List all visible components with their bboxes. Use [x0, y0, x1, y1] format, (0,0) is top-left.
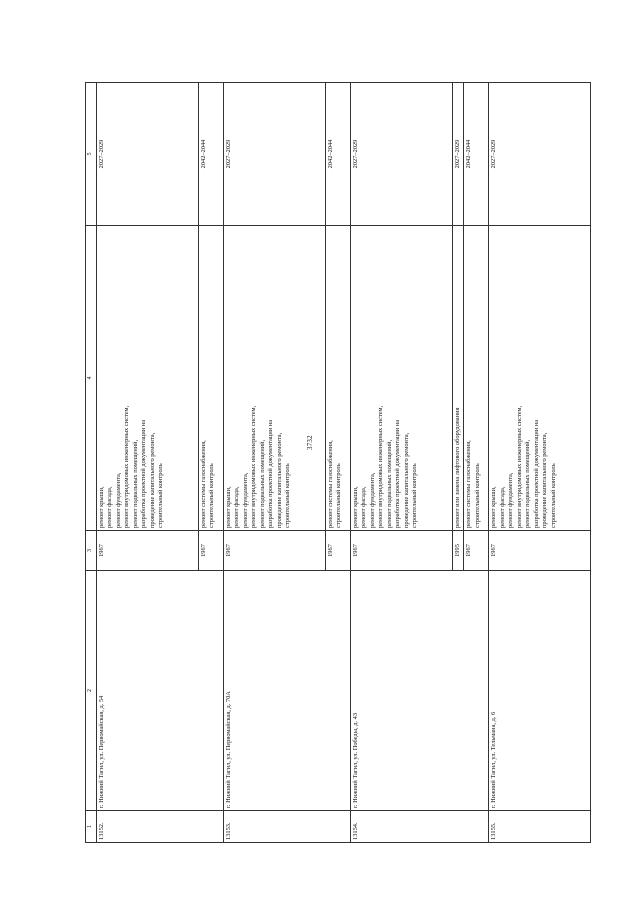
building-address: г. Нижний Тагил, ул. Первомайская, д. 54 — [96, 571, 223, 811]
work-item: ремонт внутридомовых инженерных систем, — [515, 405, 523, 528]
work-item: ремонт подвальных помещений, — [131, 439, 139, 528]
works-list — [325, 226, 350, 531]
col-header-3: 3 — [86, 531, 97, 571]
table-row — [350, 83, 452, 843]
work-item: ремонт системы газоснабжения, — [465, 440, 473, 528]
work-item: ремонт крыши, — [351, 486, 359, 528]
table-row — [489, 83, 591, 843]
work-item: ремонт крыши, — [97, 486, 105, 528]
work-item: ремонт внутридомовых инженерных систем, — [123, 405, 131, 528]
work-item: проведение капитального ремонта, — [275, 432, 283, 528]
repair-schedule-table — [85, 82, 591, 843]
repair-period: 2027–2029 — [452, 83, 463, 226]
row-number: 13154. — [350, 811, 488, 843]
work-item: ремонт фасада, — [106, 486, 114, 528]
building-address: г. Нижний Тагил, ул. Победы, д. 43 — [350, 571, 488, 811]
work-item: ремонт подвальных помещений, — [524, 439, 532, 528]
repair-period: 2027–2029 — [96, 83, 198, 226]
column-number-header — [86, 83, 97, 843]
works-list — [452, 226, 463, 531]
col-header-2: 2 — [86, 571, 97, 811]
table-body — [96, 83, 590, 843]
work-item: строительный контроль — [411, 463, 419, 528]
year-value: 1967 — [223, 531, 325, 571]
works-list — [223, 226, 325, 531]
work-item: ремонт фундамента, — [114, 472, 122, 528]
table-row — [96, 83, 198, 843]
work-item: ремонт фасада, — [498, 486, 506, 528]
work-item: разработка проектной документации на — [140, 419, 148, 528]
year-value: 1967 — [489, 531, 591, 571]
work-item: строительный контроль — [157, 463, 165, 528]
work-item: строительный контроль — [549, 463, 557, 528]
work-item: ремонт фундамента, — [368, 472, 376, 528]
repair-period: 2027–2029 — [350, 83, 452, 226]
work-item: ремонт крыши, — [490, 486, 498, 528]
work-item: ремонт внутридомовых инженерных систем, — [250, 405, 258, 528]
rotated-table-wrapper — [85, 83, 589, 843]
work-item: разработка проектной документации на — [532, 419, 540, 528]
work-item: ремонт системы газоснабжения, — [326, 440, 334, 528]
work-item: строительный контроль — [208, 463, 216, 528]
works-list — [350, 226, 452, 531]
page-number: 3732 — [306, 435, 314, 450]
work-item: проведение капитального ремонта, — [541, 432, 549, 528]
work-item: ремонт или замена лифтового оборудования — [453, 407, 461, 528]
work-item: строительный контроль — [284, 463, 292, 528]
work-item: ремонт фундамента, — [241, 472, 249, 528]
row-number: 13153. — [223, 811, 350, 843]
repair-period: 2027–2029 — [489, 83, 591, 226]
year-value: 1967 — [464, 531, 489, 571]
year-value: 1967 — [325, 531, 350, 571]
works-list — [464, 226, 489, 531]
work-item: проведение капитального ремонта, — [148, 432, 156, 528]
work-item: ремонт подвальных помещений, — [258, 439, 266, 528]
col-header-1: 1 — [86, 811, 97, 843]
building-address: г. Нижний Тагил, ул. Первомайская, д. 70А — [223, 571, 350, 811]
works-list — [198, 226, 223, 531]
col-header-5: 5 — [86, 83, 97, 226]
work-item: ремонт подвальных помещений, — [385, 439, 393, 528]
works-list — [96, 226, 198, 531]
work-item: разработка проектной документации на — [267, 419, 275, 528]
work-item: ремонт фасада, — [233, 486, 241, 528]
work-item: строительный контроль — [473, 463, 481, 528]
works-list — [489, 226, 591, 531]
work-item: ремонт внутридомовых инженерных систем, — [377, 405, 385, 528]
work-item: ремонт фасада, — [360, 486, 368, 528]
building-address: г. Нижний Тагил, ул. Тельмана, д. 6 — [489, 571, 591, 811]
work-item: строительный контроль — [335, 463, 343, 528]
work-item: проведение капитального ремонта, — [402, 432, 410, 528]
year-value: 1967 — [96, 531, 198, 571]
table-row — [223, 83, 325, 843]
year-value: 1995 — [452, 531, 463, 571]
work-item: ремонт фундамента, — [507, 472, 515, 528]
repair-period: 2042–2044 — [198, 83, 223, 226]
row-number: 13155. — [489, 811, 591, 843]
work-item: ремонт системы газоснабжения, — [199, 440, 207, 528]
work-item: разработка проектной документации на — [394, 419, 402, 528]
row-number: 13152. — [96, 811, 223, 843]
repair-period: 2042–2044 — [464, 83, 489, 226]
col-header-4: 4 — [86, 226, 97, 531]
year-value: 1967 — [350, 531, 452, 571]
year-value: 1967 — [198, 531, 223, 571]
work-item: ремонт крыши, — [224, 486, 232, 528]
repair-period: 2027–2029 — [223, 83, 325, 226]
repair-period: 2042–2044 — [325, 83, 350, 226]
